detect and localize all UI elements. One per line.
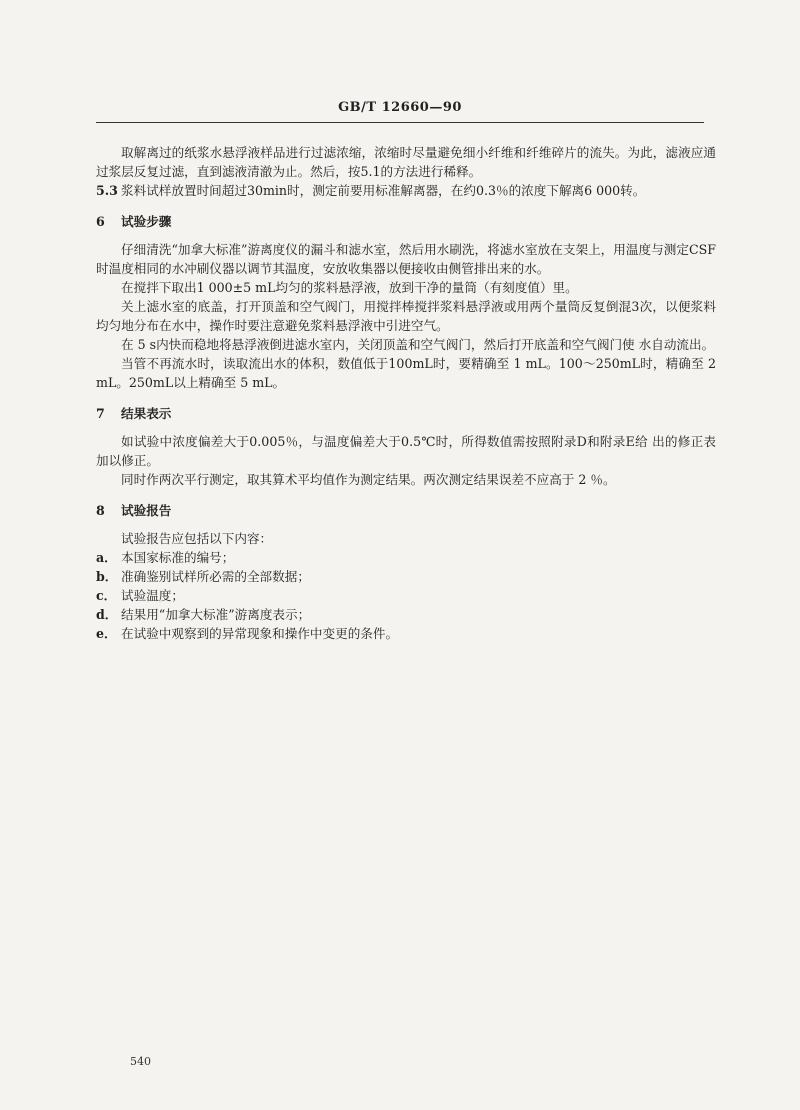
list-item-mark: d． bbox=[96, 607, 118, 622]
section-6-paragraph: 在 5 s内快而稳地将悬浮液倒进滤水室内，关闭顶盖和空气阀门，然后打开底盖和空气阀门使 水自动流出。 bbox=[121, 337, 715, 352]
list-item-text: 结果用“加拿大标准”游离度表示； bbox=[121, 607, 311, 622]
list-item bbox=[96, 548, 716, 567]
standard-header: GB/T 12660—90 bbox=[338, 100, 462, 115]
clause-text: 浆料试样放置时间超过30min时，测定前要用标准解离器，在约0.3％的浓度下解离6 000转。 bbox=[121, 183, 646, 198]
list-item-mark: c． bbox=[96, 588, 117, 603]
list-item bbox=[96, 624, 716, 643]
page-content bbox=[96, 143, 716, 643]
list-item-text: 本国家标准的编号； bbox=[121, 550, 235, 565]
section-8-intro: 试验报告应包括以下内容： bbox=[121, 531, 273, 546]
list-item-text: 在试验中观察到的异常现象和操作中变更的条件。 bbox=[121, 626, 399, 641]
section-number: 8 bbox=[96, 503, 105, 518]
section-8-heading bbox=[96, 501, 716, 520]
section-7-heading bbox=[96, 404, 716, 423]
list-item bbox=[96, 567, 716, 586]
report-items-list bbox=[96, 548, 716, 643]
section-6-paragraph: 仔细清洗“加拿大标准”游离度仪的漏斗和滤水室，然后用水刷洗，将滤水室放在支架上，用温度与测定CSF时温度相同的水冲刷仪器以调节其温度，安放收集器以便接收由侧管排出来的水。 bbox=[96, 242, 716, 276]
section-6-paragraph: 当管不再流水时，读取流出水的体积，数值低于100mL时，要精确至 1 mL。100～250mL时，精确至 2 mL。250mL以上精确至 5 mL。 bbox=[96, 356, 716, 390]
section-6-paragraph: 在搅拌下取出1 000±5 mL均匀的浆料悬浮液，放到干净的量筒（有刻度值）里。 bbox=[121, 280, 578, 295]
section-title: 试验报告 bbox=[121, 503, 172, 518]
page-number: 540 bbox=[130, 1055, 151, 1068]
clause-number: 5.3 bbox=[96, 183, 118, 198]
list-item-text: 准确鉴别试样所必需的全部数据； bbox=[121, 569, 310, 584]
list-item-mark: e． bbox=[96, 626, 117, 641]
clause-5-3 bbox=[96, 181, 716, 200]
header-rule bbox=[96, 122, 704, 123]
section-6-paragraph: 关上滤水室的底盖，打开顶盖和空气阀门，用搅拌棒搅拌浆料悬浮液或用两个量筒反复倒混3次，以便浆料均匀地分布在水中，操作时要注意避免浆料悬浮液中引进空气。 bbox=[96, 299, 716, 333]
list-item bbox=[96, 586, 716, 605]
section-7-paragraph: 如试验中浓度偏差大于0.005％，与温度偏差大于0.5℃时，所得数值需按照附录D和附录E给 出的修正表加以修正。 bbox=[96, 434, 716, 468]
section-number: 6 bbox=[96, 214, 105, 229]
list-item-mark: a． bbox=[96, 550, 117, 565]
section-6-heading bbox=[96, 212, 716, 231]
list-item-text: 试验温度； bbox=[121, 588, 184, 603]
section-7-paragraph: 同时作两次平行测定，取其算术平均值作为测定结果。两次测定结果误差不应高于 2 ％。 bbox=[121, 472, 616, 487]
section-number: 7 bbox=[96, 406, 105, 421]
list-item bbox=[96, 605, 716, 624]
paragraph-concentration: 取解离过的纸浆水悬浮液样品进行过滤浓缩，浓缩时尽量避免细小纤维和纤维碎片的流失。为此，滤液应通过浆层反复过滤，直到滤液清澈为止。然后，按5.1的方法进行稀释。 bbox=[96, 145, 716, 179]
list-item-mark: b． bbox=[96, 569, 118, 584]
section-title: 试验步骤 bbox=[121, 214, 172, 229]
section-title: 结果表示 bbox=[121, 406, 172, 421]
